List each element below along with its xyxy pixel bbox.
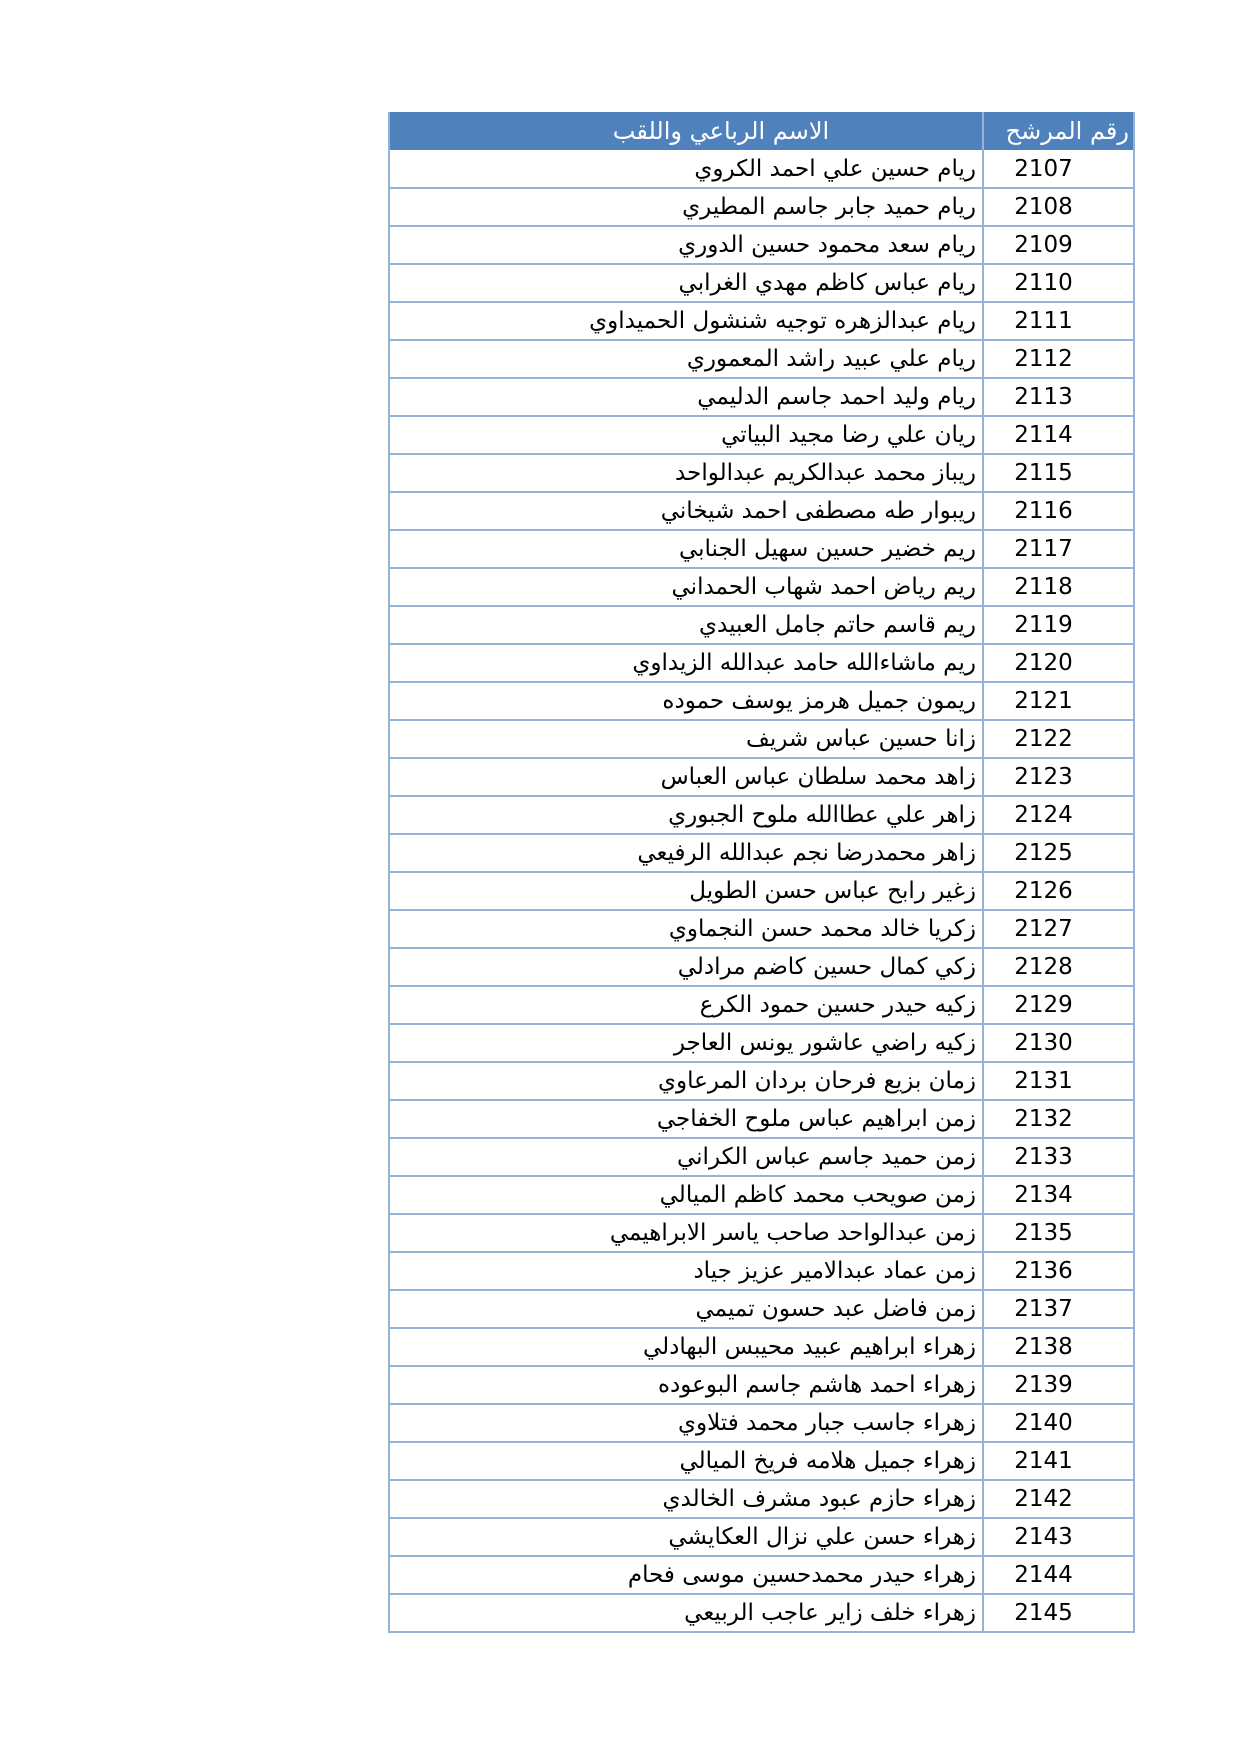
candidate-number: 2118 [983, 568, 1134, 606]
candidate-number: 2112 [983, 340, 1134, 378]
table-row [389, 1594, 1134, 1632]
candidate-number: 2121 [983, 682, 1134, 720]
table-header [389, 112, 1134, 150]
candidate-name: زكيه راضي عاشور يونس العاجر [389, 1024, 983, 1062]
table-row [389, 1214, 1134, 1252]
table-row [389, 226, 1134, 264]
candidate-number: 2134 [983, 1176, 1134, 1214]
candidate-name: ريم قاسم حاتم جامل العبيدي [389, 606, 983, 644]
candidate-number: 2139 [983, 1366, 1134, 1404]
candidate-name: زهراء جاسب جبار محمد فتلاوي [389, 1404, 983, 1442]
candidate-number: 2123 [983, 758, 1134, 796]
candidate-number: 2133 [983, 1138, 1134, 1176]
candidate-name: ريم ماشاءالله حامد عبدالله الزيداوي [389, 644, 983, 682]
table-row [389, 1480, 1134, 1518]
table-row [389, 720, 1134, 758]
candidate-number: 2111 [983, 302, 1134, 340]
candidate-name: زغير رابح عباس حسن الطويل [389, 872, 983, 910]
header-full-name: الاسم الرباعي واللقب [389, 112, 983, 150]
candidate-name: زمن صويحب محمد كاظم الميالي [389, 1176, 983, 1214]
candidate-name: ريام وليد احمد جاسم الدليمي [389, 378, 983, 416]
candidate-number: 2113 [983, 378, 1134, 416]
candidate-number: 2137 [983, 1290, 1134, 1328]
candidate-name: زاهد محمد سلطان عباس العباس [389, 758, 983, 796]
table-row [389, 758, 1134, 796]
candidate-number: 2132 [983, 1100, 1134, 1138]
candidate-name: زهراء حازم عبود مشرف الخالدي [389, 1480, 983, 1518]
candidate-name: زمن حميد جاسم عباس الكراني [389, 1138, 983, 1176]
candidate-name: زكي كمال حسين كاضم مرادلي [389, 948, 983, 986]
candidate-number: 2116 [983, 492, 1134, 530]
table-row [389, 682, 1134, 720]
table-row [389, 872, 1134, 910]
candidate-table [388, 112, 1135, 1633]
table-row [389, 1556, 1134, 1594]
table-row [389, 378, 1134, 416]
candidate-name: ريام علي عبيد راشد المعموري [389, 340, 983, 378]
candidate-name: زكريا خالد محمد حسن النجماوي [389, 910, 983, 948]
candidate-name: زانا حسين عباس شريف [389, 720, 983, 758]
candidate-name: زمن فاضل عبد حسون تميمي [389, 1290, 983, 1328]
candidate-number: 2110 [983, 264, 1134, 302]
candidate-name: زهراء حسن علي نزال العكايشي [389, 1518, 983, 1556]
table-row [389, 606, 1134, 644]
candidate-number: 2131 [983, 1062, 1134, 1100]
candidate-number: 2144 [983, 1556, 1134, 1594]
candidate-name: زهراء حيدر محمدحسين موسى فحام [389, 1556, 983, 1594]
candidate-number: 2135 [983, 1214, 1134, 1252]
candidate-number: 2120 [983, 644, 1134, 682]
candidate-number: 2141 [983, 1442, 1134, 1480]
table-row [389, 340, 1134, 378]
candidate-name: ريمون جميل هرمز يوسف حموده [389, 682, 983, 720]
candidate-name: ريبوار طه مصطفى احمد شيخاني [389, 492, 983, 530]
candidate-name: زاهر علي عطاالله ملوح الجبوري [389, 796, 983, 834]
table-row [389, 1138, 1134, 1176]
table-row [389, 188, 1134, 226]
candidate-number: 2117 [983, 530, 1134, 568]
table-row [389, 1328, 1134, 1366]
candidate-name: ريان علي رضا مجيد البياتي [389, 416, 983, 454]
candidate-name: ريام عبدالزهره توجيه شنشول الحميداوي [389, 302, 983, 340]
candidate-number: 2129 [983, 986, 1134, 1024]
candidate-name: ريام سعد محمود حسين الدوري [389, 226, 983, 264]
table-row [389, 796, 1134, 834]
table-row [389, 1176, 1134, 1214]
table-row [389, 530, 1134, 568]
candidate-name: ريام حسين علي احمد الكروي [389, 150, 983, 188]
candidate-number: 2125 [983, 834, 1134, 872]
candidate-number: 2114 [983, 416, 1134, 454]
candidate-number: 2109 [983, 226, 1134, 264]
candidate-name: زمن عبدالواحد صاحب ياسر الابراهيمي [389, 1214, 983, 1252]
header-candidate-number: رقم المرشح [983, 112, 1134, 150]
candidate-name: زمن ابراهيم عباس ملوح الخفاجي [389, 1100, 983, 1138]
table-row [389, 1024, 1134, 1062]
table-row [389, 568, 1134, 606]
table-row [389, 454, 1134, 492]
candidate-table-container [388, 112, 1133, 1633]
candidate-number: 2140 [983, 1404, 1134, 1442]
candidate-name: زمان بزيع فرحان بردان المرعاوي [389, 1062, 983, 1100]
table-row [389, 1252, 1134, 1290]
candidate-number: 2108 [983, 188, 1134, 226]
table-row [389, 644, 1134, 682]
candidate-name: ريام حميد جابر جاسم المطيري [389, 188, 983, 226]
candidate-number: 2124 [983, 796, 1134, 834]
candidate-number: 2143 [983, 1518, 1134, 1556]
table-row [389, 1100, 1134, 1138]
table-row [389, 1404, 1134, 1442]
candidate-number: 2126 [983, 872, 1134, 910]
candidate-name: زهراء جميل هلامه فريخ الميالي [389, 1442, 983, 1480]
candidate-name: زهراء ابراهيم عبيد محيبس البهادلي [389, 1328, 983, 1366]
candidate-number: 2115 [983, 454, 1134, 492]
table-row [389, 1290, 1134, 1328]
candidate-name: زاهر محمدرضا نجم عبدالله الرفيعي [389, 834, 983, 872]
candidate-number: 2122 [983, 720, 1134, 758]
header-row [389, 112, 1134, 150]
candidate-name: ريم خضير حسين سهيل الجنابي [389, 530, 983, 568]
table-row [389, 986, 1134, 1024]
table-row [389, 150, 1134, 188]
candidate-name: زهراء خلف زاير عاجب الربيعي [389, 1594, 983, 1632]
table-row [389, 834, 1134, 872]
table-row [389, 1366, 1134, 1404]
table-body [389, 150, 1134, 1632]
candidate-number: 2136 [983, 1252, 1134, 1290]
table-row [389, 302, 1134, 340]
table-row [389, 1518, 1134, 1556]
candidate-name: زمن عماد عبدالامير عزيز جياد [389, 1252, 983, 1290]
candidate-name: زهراء احمد هاشم جاسم البوعوده [389, 1366, 983, 1404]
table-row [389, 948, 1134, 986]
candidate-name: ريم رياض احمد شهاب الحمداني [389, 568, 983, 606]
candidate-number: 2107 [983, 150, 1134, 188]
candidate-name: ريام عباس كاظم مهدي الغرابي [389, 264, 983, 302]
candidate-name: ريباز محمد عبدالكريم عبدالواحد [389, 454, 983, 492]
candidate-number: 2128 [983, 948, 1134, 986]
table-row [389, 1062, 1134, 1100]
candidate-number: 2145 [983, 1594, 1134, 1632]
table-row [389, 1442, 1134, 1480]
candidate-number: 2119 [983, 606, 1134, 644]
candidate-number: 2142 [983, 1480, 1134, 1518]
candidate-name: زكيه حيدر حسين حمود الكرع [389, 986, 983, 1024]
table-row [389, 416, 1134, 454]
table-row [389, 910, 1134, 948]
candidate-number: 2130 [983, 1024, 1134, 1062]
candidate-number: 2138 [983, 1328, 1134, 1366]
table-row [389, 492, 1134, 530]
candidate-number: 2127 [983, 910, 1134, 948]
table-row [389, 264, 1134, 302]
